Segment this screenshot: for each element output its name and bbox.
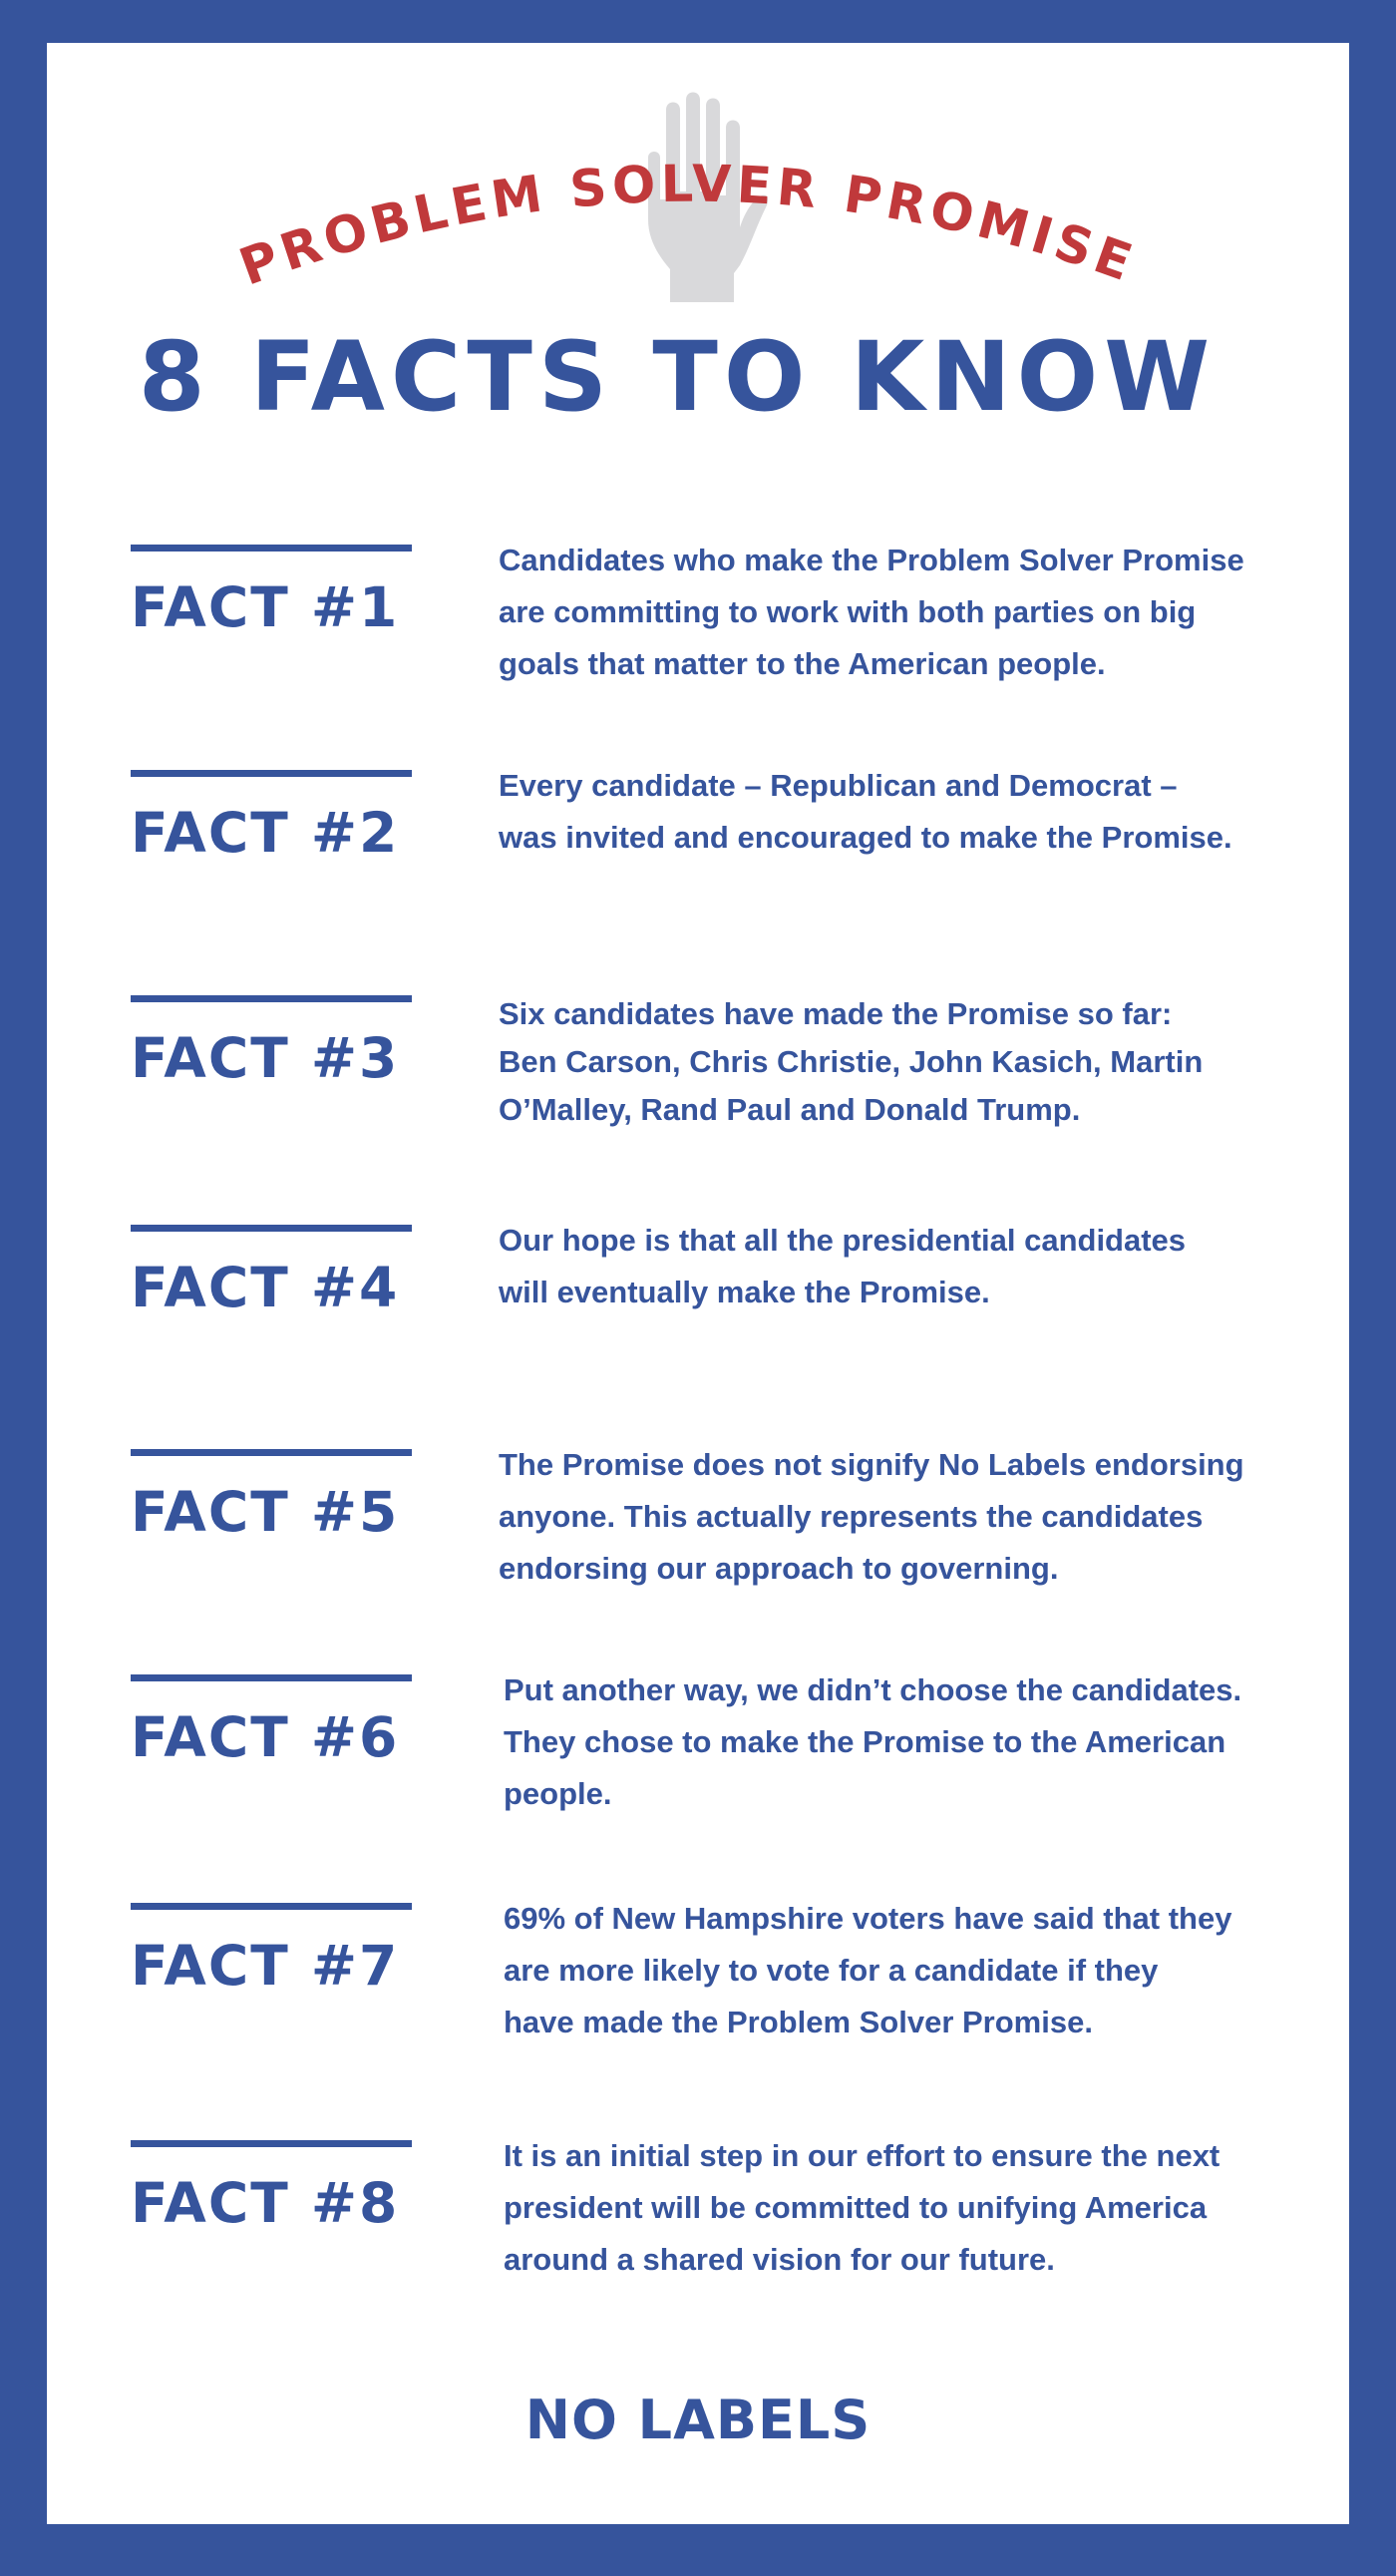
fact-label: FACT #7 <box>131 1934 400 1998</box>
fact-text <box>499 1439 1296 1595</box>
fact-text-line: The Promise does not signify No Labels endorsing <box>499 1447 1244 1482</box>
fact-text-line: endorsing our approach to governing. <box>499 1551 1059 1586</box>
fact-label: FACT #8 <box>131 2171 400 2235</box>
fact-text-line: was invited and encouraged to make the Promise. <box>499 820 1232 855</box>
fact-text-line: It is an initial step in our effort to ensure the next <box>504 2138 1221 2173</box>
fact-text-line: are more likely to vote for a candidate if they <box>504 1953 1159 1988</box>
fact-rule <box>131 1903 412 1910</box>
fact-rule <box>131 2140 412 2147</box>
fact-label: FACT #2 <box>131 801 400 865</box>
fact-text-line: Put another way, we didn’t choose the candidates. <box>504 1672 1242 1707</box>
fact-text-line: Candidates who make the Problem Solver Promise <box>499 543 1244 577</box>
fact-6 <box>0 1674 1396 1874</box>
fact-3 <box>0 995 1396 1195</box>
fact-text-line: goals that matter to the American people. <box>499 646 1106 681</box>
fact-text-line: have made the Problem Solver Promise. <box>504 2005 1093 2039</box>
fact-label: FACT #1 <box>131 575 400 639</box>
fact-rule <box>131 1225 412 1232</box>
fact-1 <box>0 545 1396 744</box>
fact-text <box>504 2130 1301 2286</box>
fact-label: FACT #5 <box>131 1480 400 1544</box>
fact-text-line: around a shared vision for our future. <box>504 2242 1055 2277</box>
fact-text-line: will eventually make the Promise. <box>499 1275 990 1309</box>
fact-label: FACT #3 <box>131 1026 400 1090</box>
fact-text-line: They chose to make the Promise to the American <box>504 1724 1226 1759</box>
header <box>0 0 1396 439</box>
fact-text-line: people. <box>504 1776 612 1811</box>
fact-text <box>504 1893 1301 2048</box>
fact-rule <box>131 995 412 1002</box>
fact-2 <box>0 770 1396 969</box>
fact-text-line: anyone. This actually represents the candidates <box>499 1499 1204 1534</box>
fact-label: FACT #6 <box>131 1705 400 1769</box>
fact-text-line: Six candidates have made the Promise so far: <box>499 996 1173 1031</box>
fact-text <box>504 1664 1301 1820</box>
fact-4 <box>0 1225 1396 1424</box>
fact-text <box>499 535 1296 690</box>
no-labels-logo: NO LABELS <box>524 2389 872 2451</box>
fact-text-line: are committing to work with both parties on big <box>499 594 1197 629</box>
fact-rule <box>131 545 412 552</box>
fact-label: FACT #4 <box>131 1256 400 1319</box>
page-title: 8 FACTS TO KNOW <box>138 321 1217 433</box>
fact-rule <box>131 770 412 777</box>
fact-rule <box>131 1449 412 1456</box>
fact-8 <box>0 2140 1396 2340</box>
fact-7 <box>0 1903 1396 2102</box>
fact-text <box>499 990 1296 1134</box>
arc-title-text: PROBLEM SOLVER PROMISE <box>231 155 1144 298</box>
fact-text-line: O’Malley, Rand Paul and Donald Trump. <box>499 1092 1081 1127</box>
fact-text <box>499 1215 1296 1318</box>
fact-rule <box>131 1674 412 1681</box>
fact-text-line: 69% of New Hampshire voters have said that they <box>504 1901 1232 1936</box>
fact-5 <box>0 1449 1396 1649</box>
svg-text:PROBLEM SOLVER PROMISE <box>232 156 1144 298</box>
fact-text <box>499 760 1296 864</box>
fact-text-line: Ben Carson, Chris Christie, John Kasich, Martin <box>499 1044 1204 1079</box>
fact-text-line: president will be committed to unifying America <box>504 2190 1208 2225</box>
fact-text-line: Our hope is that all the presidential candidates <box>499 1223 1187 1258</box>
fact-text-line: Every candidate – Republican and Democrat – <box>499 768 1178 803</box>
